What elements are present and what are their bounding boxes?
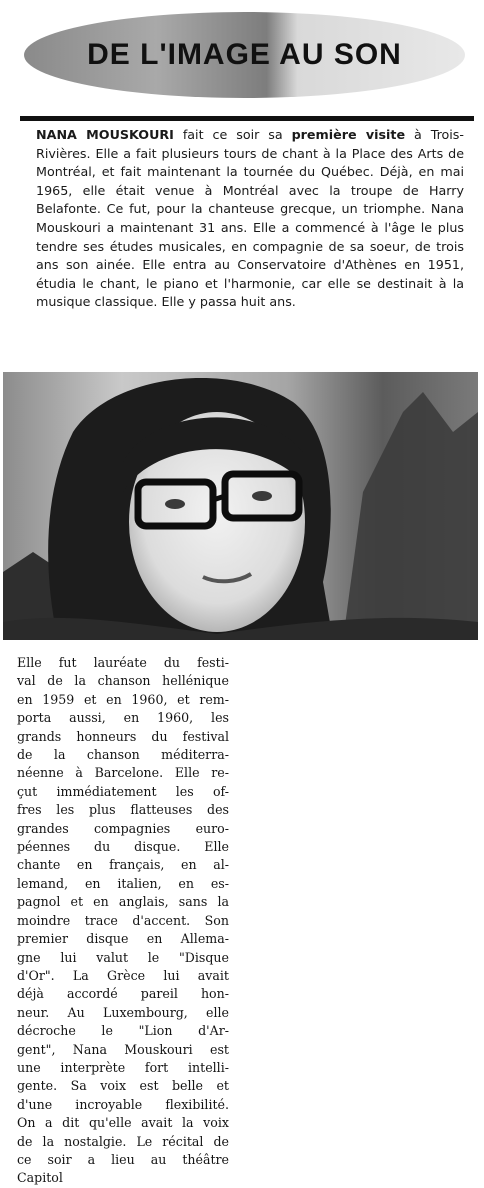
intro-lead-rest: ce soir sa <box>212 127 283 142</box>
body-line: neur. Au Luxembourg, elle <box>17 1004 229 1020</box>
body-line: val de la chanson hellénique <box>17 673 229 689</box>
body-line: premier disque en Allema- <box>17 931 229 947</box>
body-line: d'Or". La Grèce lui avait <box>17 967 229 983</box>
body-line: péennes du disque. Elle <box>17 839 229 855</box>
body-line: Elle fut lauréate du festi- <box>17 655 229 670</box>
body-line: gente. Sa voix est belle et <box>17 1078 229 1094</box>
intro-paragraph <box>36 126 464 312</box>
intro-lead-verb: fait <box>182 127 204 142</box>
body-line: lemand, en italien, en es- <box>17 875 229 891</box>
body-line: porta aussi, en 1960, les <box>17 710 229 726</box>
body-line: de la chanson méditerra- <box>17 747 229 763</box>
body-line: déjà accordé pareil hon- <box>17 986 229 1002</box>
body-line: chante en français, en al- <box>17 857 229 873</box>
headline-banner <box>24 12 465 98</box>
intro-lead-name: NANA MOUSKOURI <box>36 127 174 142</box>
left-eye <box>165 499 185 509</box>
body-line: grands honneurs du festival <box>17 728 229 744</box>
body-line: gne lui valut le "Disque <box>17 949 229 965</box>
body-line: çut immédiatement les of- <box>17 783 229 799</box>
body-line: On a dit qu'elle avait la voix <box>17 1115 229 1131</box>
portrait-photo <box>3 372 478 640</box>
body-line: Capitol <box>17 1170 63 1186</box>
body-line: une interprète fort intelli- <box>17 1059 229 1075</box>
body-line: décroche le "Lion d'Ar- <box>17 1023 229 1039</box>
portrait-image <box>3 372 478 640</box>
body-line: en 1959 et en 1960, et rem- <box>17 691 229 707</box>
body-line: fres les plus flatteuses des <box>17 802 229 818</box>
body-line: d'une incroyable flexibilité. <box>17 1096 229 1112</box>
body-line: de la nostalgie. Le récital de <box>17 1133 229 1149</box>
divider-rule <box>20 116 474 121</box>
body-line: néenne à Barcelone. Elle re- <box>17 765 229 781</box>
intro-text: à Trois-Rivières. Elle a fait plusieurs tours de chant à la Place des Arts de Montréal, et fait maintenant la tournée du Québec. Déjà, en mai 1965, elle était venue à Montréal avec la troupe de Harry Belafonte. Ce fut, pour la chanteuse grecque, un triomphe. Nana Mouskouri a maintenant 31 ans. Elle a commencé à l'âge le plus tendre ses études musicales, en compagnie de sa soeur, de trois ans son ainée. Elle entra au Conservatoire d'Athènes en 1951, étudia le chant, le piano et l'harmonie, car elle se destinait à la musique classique. Elle y passa huit ans. <box>36 127 464 310</box>
body-line: pagnol et en anglais, sans la <box>17 894 229 910</box>
body-line: moindre trace d'accent. Son <box>17 912 229 928</box>
body-line: ce soir a lieu au théâtre <box>17 1151 229 1167</box>
intro-lead-bold: première visite <box>291 127 406 142</box>
body-line: gent", Nana Mouskouri est <box>17 1041 229 1057</box>
body-column <box>17 654 229 1188</box>
headline-title: DE L'IMAGE AU SON <box>87 38 402 71</box>
right-eye <box>252 491 272 501</box>
body-line: grandes compagnies euro- <box>17 820 229 836</box>
